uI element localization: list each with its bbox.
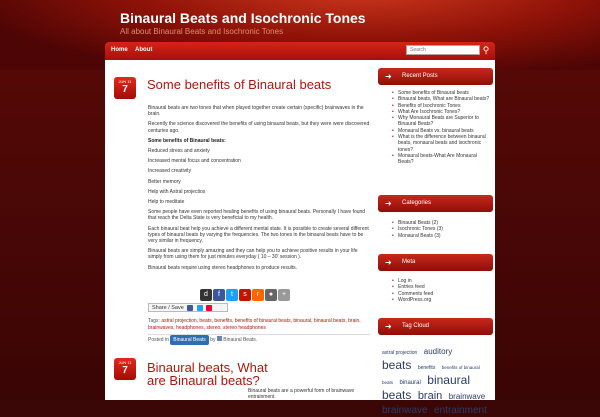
category-link[interactable]: Binaural Beats bbox=[170, 335, 209, 345]
tag-link[interactable]: binaural bbox=[399, 380, 421, 386]
recent-post-link[interactable]: • What Are Isochronic Tones? bbox=[392, 109, 492, 115]
facebook-icon[interactable]: f bbox=[213, 289, 225, 301]
post-paragraph: Binaural beats are a powerful form of brainwave entrainment. bbox=[248, 388, 355, 401]
post-body bbox=[148, 105, 370, 275]
site-title[interactable]: Binaural Beats and Isochronic Tones bbox=[120, 10, 366, 26]
post-paragraph: Each binaural beat help you achieve a different mental state. It is possible to create several different types of binaural beats by varying the frequencies. The two tones in the binaural beats have to be very similar in frequency. bbox=[148, 225, 369, 245]
reddit-icon[interactable]: r bbox=[252, 289, 264, 301]
stumbleupon-icon[interactable]: s bbox=[239, 289, 251, 301]
post-meta bbox=[148, 334, 370, 344]
recent-post-link[interactable]: • Monaural Beats vs. binaural beats bbox=[392, 128, 492, 134]
tag-link[interactable]: binaural beats bbox=[382, 373, 470, 402]
site-tagline: All about Binaural Beats and Isochronic Tones bbox=[120, 27, 284, 36]
share-label: Share / Save bbox=[152, 305, 184, 311]
post-date-month: JUN 11 bbox=[118, 360, 132, 365]
share-save-button[interactable] bbox=[148, 303, 228, 312]
main-content bbox=[108, 64, 372, 400]
post-date bbox=[114, 358, 136, 380]
tag-cloud-header bbox=[378, 318, 493, 335]
email-small-icon bbox=[206, 305, 212, 311]
post-date-day: 7 bbox=[122, 365, 128, 376]
post-date-day: 7 bbox=[122, 84, 128, 95]
arrow-right-icon: ➜ bbox=[385, 72, 392, 81]
benefits-heading: Some benefits of Binaural beats: bbox=[148, 137, 226, 144]
post-title[interactable]: Binaural beats, What are Binaural beats? bbox=[147, 360, 268, 388]
facebook-small-icon bbox=[187, 305, 193, 311]
tags-label: Tags: bbox=[148, 318, 160, 324]
tag-cloud bbox=[382, 344, 490, 417]
post-paragraph: Some people have even reported healing benefits of using binaural beats. Personally I have found that reach the Delta State is very beneficial to my health. bbox=[148, 209, 366, 222]
meta-link[interactable]: • Entries feed bbox=[392, 284, 492, 290]
tag-link[interactable]: benefits of binaural beats bbox=[382, 365, 480, 385]
categories-header bbox=[378, 195, 493, 212]
tag-link[interactable]: benefits bbox=[417, 365, 436, 371]
recent-posts-list bbox=[392, 90, 492, 166]
author-icon bbox=[217, 336, 222, 341]
benefit-item: Increased mental focus and concentration bbox=[148, 158, 241, 165]
widget-title: Tag Cloud bbox=[402, 323, 430, 329]
category-link[interactable]: • Binaural Beats (2) bbox=[392, 220, 492, 226]
meta-header bbox=[378, 254, 493, 271]
benefit-item: Better memory bbox=[148, 178, 181, 185]
by-label: by bbox=[210, 337, 216, 343]
recent-post-link[interactable]: • Benefits of Isochronic Tones bbox=[392, 103, 492, 109]
category-link[interactable]: • Monaural Beats (3) bbox=[392, 233, 492, 239]
benefit-item: Help to meditate bbox=[148, 199, 185, 206]
post-article bbox=[108, 355, 372, 400]
tag-link[interactable]: entrainment bbox=[434, 405, 487, 416]
meta-link[interactable]: • Comments feed bbox=[392, 291, 492, 297]
widget-title: Categories bbox=[402, 200, 432, 206]
post-title[interactable]: Some benefits of Binaural beats bbox=[147, 77, 332, 92]
sidebar bbox=[378, 64, 493, 416]
author-link[interactable]: Binaural Beats. bbox=[223, 337, 258, 343]
delicious-icon[interactable]: ● bbox=[265, 289, 277, 301]
benefit-item: Help with Astral projectios bbox=[148, 188, 206, 195]
posted-in-label: Posted in bbox=[148, 337, 169, 343]
arrow-right-icon: ➜ bbox=[385, 258, 392, 267]
digg-icon[interactable]: d bbox=[200, 289, 212, 301]
search-input[interactable] bbox=[406, 45, 480, 55]
arrow-right-icon: ➜ bbox=[385, 199, 392, 208]
benefit-item: Reduced stress and anxiety bbox=[148, 148, 210, 155]
tag-link[interactable]: astral projection bbox=[382, 350, 418, 356]
post-date-month: JUN 11 bbox=[118, 79, 132, 84]
meta-link[interactable]: • Log in bbox=[392, 278, 492, 284]
benefit-item: Increased creativity bbox=[148, 168, 192, 175]
widget-title: Meta bbox=[402, 259, 416, 265]
twitter-icon[interactable]: t bbox=[226, 289, 238, 301]
tag-link[interactable]: auditory bbox=[423, 347, 453, 356]
post-date bbox=[114, 77, 136, 99]
category-link[interactable]: • Isochronic Tones (3) bbox=[392, 226, 492, 232]
recent-post-link[interactable]: • Binaural beats, What are Binaural beats? bbox=[392, 96, 492, 102]
tag-link[interactable]: brain bbox=[417, 390, 443, 402]
meta-link[interactable]: • WordPress.org bbox=[392, 297, 492, 303]
recent-post-link[interactable]: • Some benefits of Binaural beats bbox=[392, 90, 492, 96]
tag-link[interactable]: brainwave bbox=[448, 392, 486, 401]
tag-link[interactable]: brainwave bbox=[382, 405, 428, 416]
recent-post-link[interactable]: • Monaural beats-What Are Monaural Beats? bbox=[392, 153, 492, 166]
recent-post-link[interactable]: • Why Monaural Beats are Superior to Binaural Beats? bbox=[392, 115, 492, 128]
post-body bbox=[248, 388, 368, 404]
categories-list bbox=[392, 220, 492, 239]
twitter-small-icon bbox=[197, 305, 203, 311]
post-tags bbox=[148, 318, 370, 331]
post-paragraph: Binaural beats are simply amazing and they can help you to achieve positive results in your life simply from using them for just minutes everyday ( 10 – 30' session ). bbox=[148, 248, 358, 261]
more-share-icon[interactable]: + bbox=[278, 289, 290, 301]
post-paragraph: Binaural beats are two tones that when played together create certain (specific) brainwaves in the brain. bbox=[148, 105, 364, 118]
arrow-right-icon: ➜ bbox=[385, 322, 392, 331]
post-paragraph: Binaural beats require using stereo headphones to produce results. bbox=[148, 264, 297, 271]
meta-list bbox=[392, 278, 492, 303]
post-paragraph: Recently the science discovered the benefits of using binaural beats, but they were were discovered centuries ago. bbox=[148, 121, 370, 134]
nav-about[interactable]: About bbox=[135, 47, 153, 53]
recent-post-link[interactable]: • What is the difference between binaural beats, monaural beats and isochronic tones? bbox=[392, 134, 492, 153]
nav-home[interactable]: Home bbox=[111, 47, 128, 53]
widget-title: Recent Posts bbox=[402, 73, 438, 79]
search-icon[interactable]: ⚲ bbox=[482, 45, 490, 55]
recent-posts-header bbox=[378, 68, 493, 85]
tag-link[interactable]: beats bbox=[382, 358, 412, 372]
tag-links[interactable]: astral projection, beats, benefits, benefits of binaural beats, binaural, binaural beats, brain, brainwaves, headphones, stereo, stereo headphones bbox=[148, 318, 361, 331]
